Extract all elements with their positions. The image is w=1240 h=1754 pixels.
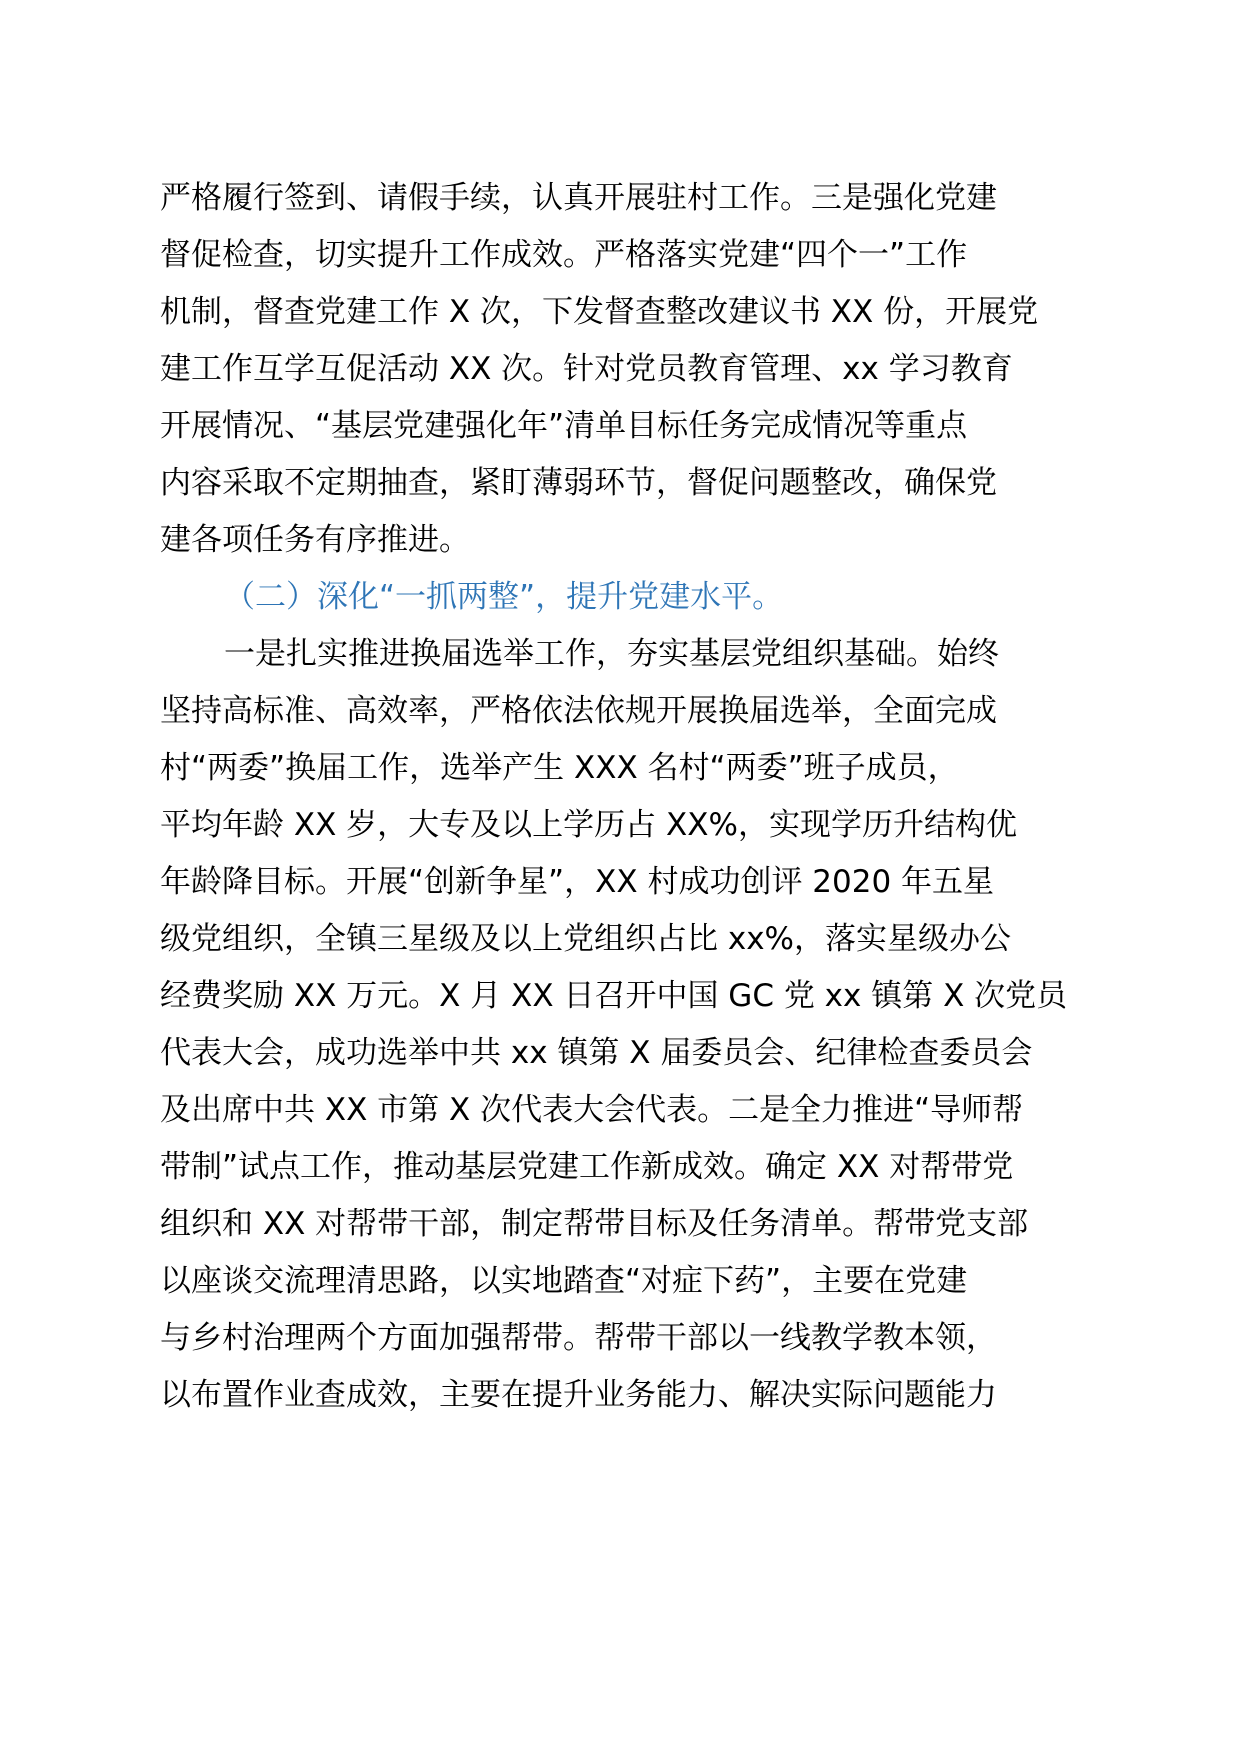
section-heading: （二）深化“一抓两整”，提升党建水平。: [224, 579, 784, 615]
paragraph-line: 及出席中共 XX 市第 X 次代表大会代表。二是全力推进“导师帮: [160, 1092, 1024, 1128]
paragraph-line: 内容采取不定期抽查，紧盯薄弱环节，督促问题整改，确保党: [160, 465, 997, 501]
paragraph-line: 建工作互学互促活动 XX 次。针对党员教育管理、xx 学习教育: [160, 351, 1013, 387]
paragraph-line: 带制”试点工作，推动基层党建工作新成效。确定 XX 对帮带党: [160, 1149, 1014, 1185]
paragraph-line: 开展情况、“基层党建强化年”清单目标任务完成情况等重点: [160, 408, 968, 444]
paragraph-line: 代表大会，成功选举中共 xx 镇第 X 届委员会、纪律检查委员会: [160, 1035, 1033, 1071]
paragraph-line: 经费奖励 XX 万元。X 月 XX 日召开中国 GC 党 xx 镇第 X 次党员: [160, 978, 1068, 1014]
paragraph-line: 与乡村治理两个方面加强帮带。帮带干部以一线教学教本领，: [160, 1320, 997, 1356]
paragraph-line: 平均年龄 XX 岁，大专及以上学历占 XX%，实现学历升结构优: [160, 807, 1017, 843]
paragraph-line: 级党组织，全镇三星级及以上党组织占比 xx%，落实星级办公: [160, 921, 1011, 957]
paragraph-line: 督促检查，切实提升工作成效。严格落实党建“四个一”工作: [160, 237, 968, 273]
paragraph-line: 组织和 XX 对帮带干部，制定帮带目标及任务清单。帮带党支部: [160, 1206, 1029, 1242]
paragraph-line: 严格履行签到、请假手续，认真开展驻村工作。三是强化党建: [160, 180, 997, 216]
paragraph-line: 机制，督查党建工作 X 次，下发督查整改建议书 XX 份，开展党: [160, 294, 1039, 330]
paragraph-line: 一是扎实推进换届选举工作，夯实基层党组织基础。始终: [224, 636, 999, 672]
paragraph-line: 建各项任务有序推进。: [160, 522, 470, 558]
paragraph-line: 以座谈交流理清思路，以实地踏查“对症下药”，主要在党建: [160, 1263, 968, 1299]
paragraph-line: 年龄降目标。开展“创新争星”，XX 村成功创评 2020 年五星: [160, 864, 995, 900]
paragraph-line: 以布置作业查成效，主要在提升业务能力、解决实际问题能力: [160, 1377, 997, 1413]
paragraph-line: 村“两委”换届工作，选举产生 XXX 名村“两委”班子成员，: [160, 750, 959, 786]
paragraph-line: 坚持高标准、高效率，严格依法依规开展换届选举，全面完成: [160, 693, 997, 729]
